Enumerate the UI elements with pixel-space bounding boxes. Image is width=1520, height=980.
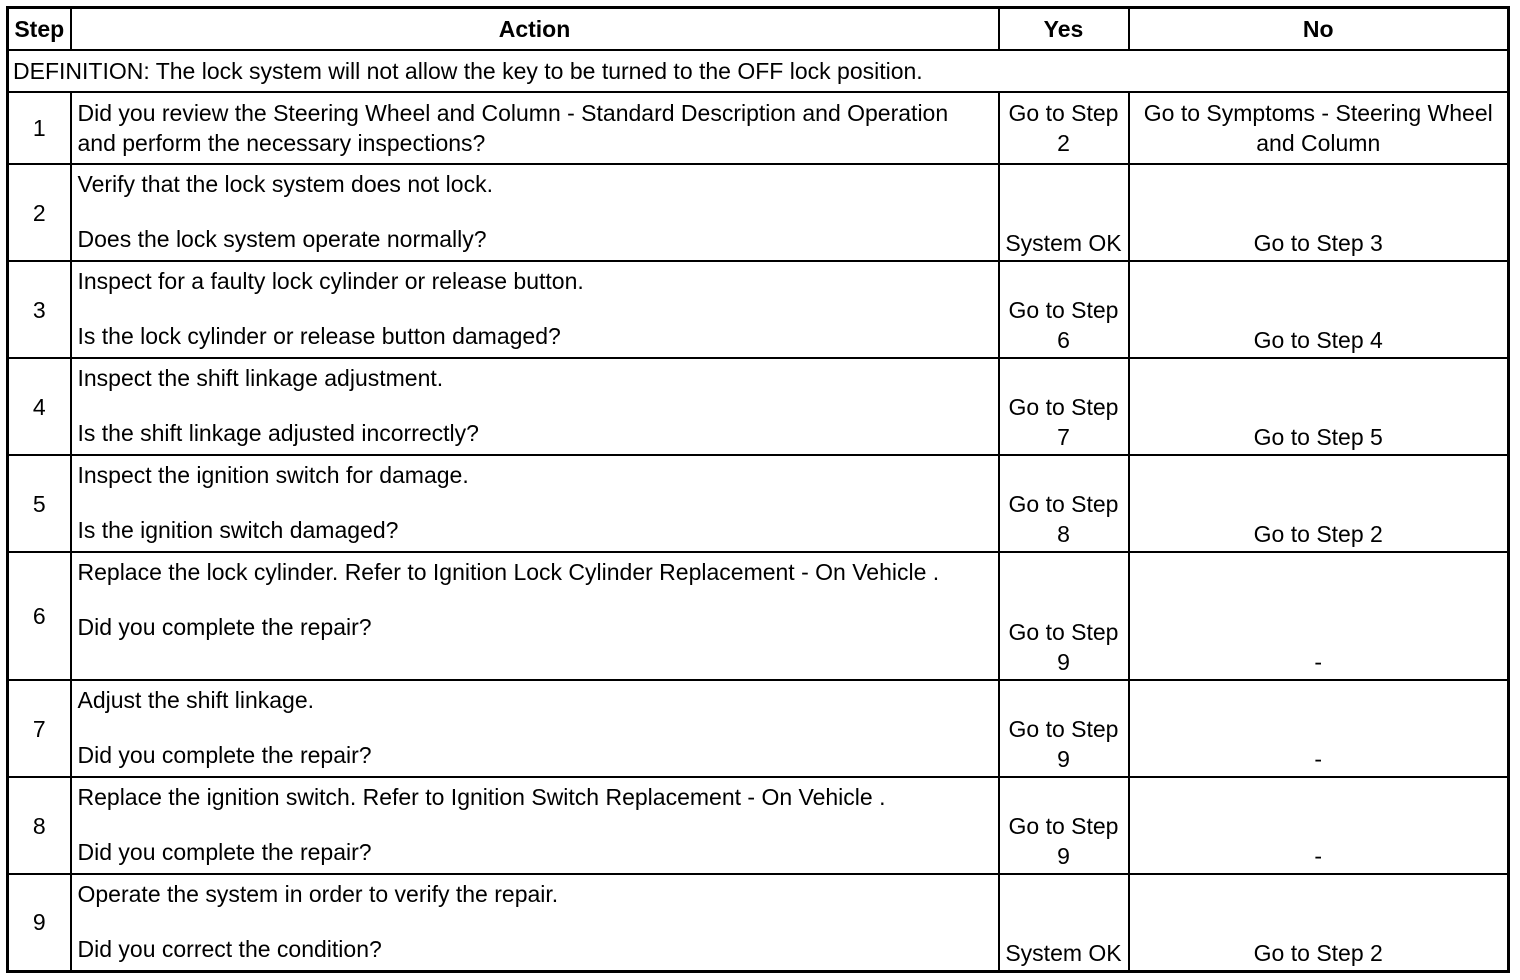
table-row — [8, 777, 1509, 874]
no-result: Go to Symptoms - Steering Wheel and Column — [1129, 92, 1509, 164]
yes-result: Go to Step 9 — [999, 777, 1129, 874]
header-step: Step — [8, 8, 71, 51]
action-instruction: Verify that the lock system does not lock. — [77, 171, 493, 197]
action-question: Did you correct the condition? — [77, 936, 382, 962]
no-result: Go to Step 5 — [1129, 358, 1509, 455]
yes-result: Go to Step 6 — [999, 261, 1129, 358]
yes-result: System OK — [999, 874, 1129, 971]
yes-result: Go to Step 9 — [999, 552, 1129, 680]
step-number: 1 — [8, 92, 71, 164]
step-number: 4 — [8, 358, 71, 455]
header-no: No — [1129, 8, 1509, 51]
table-row — [8, 261, 1509, 358]
step-number: 8 — [8, 777, 71, 874]
step-number: 2 — [8, 164, 71, 261]
header-action: Action — [71, 8, 999, 51]
action-instruction: Replace the ignition switch. Refer to Ignition Switch Replacement - On Vehicle . — [77, 784, 886, 810]
no-result: Go to Step 4 — [1129, 261, 1509, 358]
table-row — [8, 358, 1509, 455]
step-number: 5 — [8, 455, 71, 552]
table-row — [8, 164, 1509, 261]
step-number: 3 — [8, 261, 71, 358]
step-number: 7 — [8, 680, 71, 777]
action-instruction: Replace the lock cylinder. Refer to Ignition Lock Cylinder Replacement - On Vehicle . — [77, 559, 940, 585]
action-instruction: Inspect the ignition switch for damage. — [77, 462, 469, 488]
table-row — [8, 680, 1509, 777]
action-question: Is the ignition switch damaged? — [77, 517, 399, 543]
action-instruction: Operate the system in order to verify the repair. — [77, 881, 559, 907]
action-text — [71, 680, 999, 777]
no-result: - — [1129, 777, 1509, 874]
definition-text: DEFINITION: The lock system will not allow the key to be turned to the OFF lock position. — [8, 50, 1509, 92]
action-instruction: Inspect the shift linkage adjustment. — [77, 365, 444, 391]
action-question: Did you complete the repair? — [77, 614, 372, 640]
diagnostic-table — [6, 6, 1510, 973]
yes-result: Go to Step 8 — [999, 455, 1129, 552]
yes-result: Go to Step 2 — [999, 92, 1129, 164]
action-text — [71, 874, 999, 971]
action-text — [71, 777, 999, 874]
step-number: 9 — [8, 874, 71, 971]
no-result: Go to Step 2 — [1129, 455, 1509, 552]
action-text — [71, 261, 999, 358]
definition-row — [8, 50, 1509, 92]
step-number: 6 — [8, 552, 71, 680]
action-instruction: Adjust the shift linkage. — [77, 687, 315, 713]
table-row — [8, 874, 1509, 971]
table-row — [8, 552, 1509, 680]
action-question: Did you complete the repair? — [77, 742, 372, 768]
table-row — [8, 455, 1509, 552]
yes-result: Go to Step 9 — [999, 680, 1129, 777]
yes-result: Go to Step 7 — [999, 358, 1129, 455]
table-row — [8, 92, 1509, 164]
action-text — [71, 164, 999, 261]
diagnostic-table-wrapper — [6, 6, 1510, 973]
header-yes: Yes — [999, 8, 1129, 51]
action-question: Is the shift linkage adjusted incorrectly? — [77, 420, 479, 446]
action-instruction: Did you review the Steering Wheel and Column - Standard Description and Operation and perform the necessary inspections? — [77, 100, 949, 156]
action-text — [71, 552, 999, 680]
action-text — [71, 92, 999, 164]
yes-result: System OK — [999, 164, 1129, 261]
no-result: Go to Step 2 — [1129, 874, 1509, 971]
no-result: Go to Step 3 — [1129, 164, 1509, 261]
action-question: Did you complete the repair? — [77, 839, 372, 865]
action-text — [71, 455, 999, 552]
no-result: - — [1129, 552, 1509, 680]
action-instruction: Inspect for a faulty lock cylinder or release button. — [77, 268, 584, 294]
header-row — [8, 8, 1509, 51]
no-result: - — [1129, 680, 1509, 777]
action-question: Does the lock system operate normally? — [77, 226, 487, 252]
action-text — [71, 358, 999, 455]
action-question: Is the lock cylinder or release button damaged? — [77, 323, 561, 349]
